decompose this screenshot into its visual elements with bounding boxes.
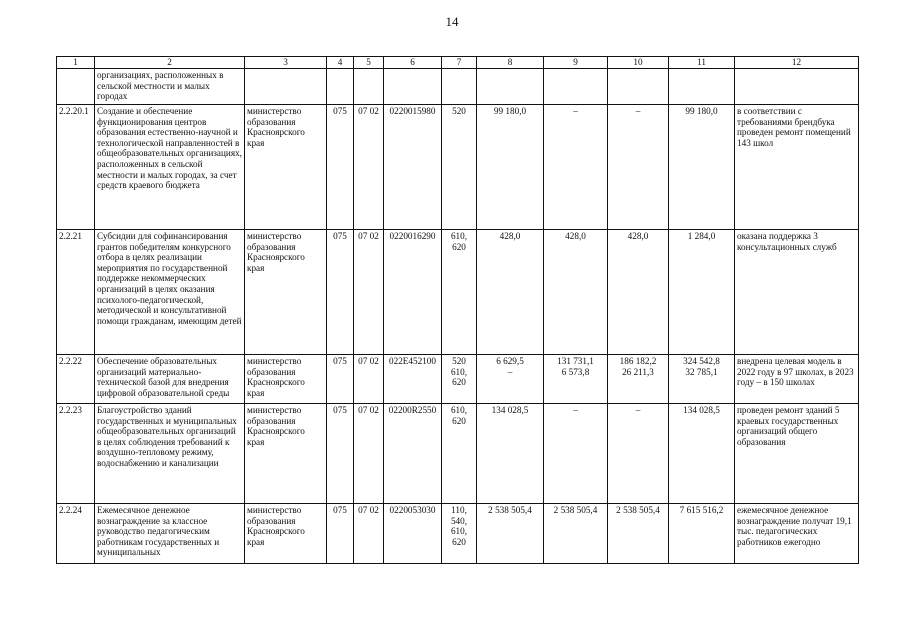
expense-type: [442, 69, 477, 105]
expected-result: ежемесячное денежное вознаграждение получат 19,1 тыс. педагогических работников ежегодно: [735, 504, 859, 564]
expense-type: [442, 504, 477, 564]
expected-result: оказана поддержка 3 консультационных служб: [735, 230, 859, 355]
budget-table: [56, 56, 859, 564]
table-row: [57, 404, 859, 504]
expense-type-value: 610,: [450, 231, 468, 241]
amount-total: [669, 504, 735, 564]
column-header: 10: [608, 57, 669, 69]
event-name: Благоустройство зданий государственных и муниципальных общеобразовательных организаций в целях соблюдения требований к воздушно-тепловому режиму, водоснабжению и канализации: [95, 404, 245, 504]
event-name: Субсидии для софинансирования грантов победителям конкурсного отбора в целях реализации мероприятия по государственной поддержке некоммерческих организаций в целях оказания психолого-педагогической, методической и консультативной помощи гражданам, имеющим детей: [95, 230, 245, 355]
amount-year-3: [608, 404, 669, 504]
expected-result: [735, 69, 859, 105]
column-header: 8: [477, 57, 544, 69]
amount-year-1: [477, 355, 544, 404]
expense-type-value: 610,: [450, 526, 468, 537]
amount-year-2-value: –: [573, 405, 578, 415]
amount-year-1-value: 99 180,0: [493, 106, 527, 116]
event-name: организациях, расположенных в сельской местности и малых городах: [95, 69, 245, 105]
amount-total-value: 1 284,0: [687, 231, 716, 241]
amount-year-2: [544, 355, 608, 404]
section-code: [354, 69, 384, 105]
column-header: 7: [442, 57, 477, 69]
expense-type: [442, 105, 477, 230]
amount-year-2-value: 2 538 505,4: [553, 505, 598, 515]
amount-year-1-value: –: [507, 366, 513, 377]
expected-result: проведен ремонт зданий 5 краевых государственных организаций общего образования: [735, 404, 859, 504]
column-header: 2: [95, 57, 245, 69]
expense-type-value: 610,: [450, 366, 468, 377]
row-number: 2.2.22: [57, 355, 95, 404]
table-row: [57, 355, 859, 404]
amount-year-3-value: –: [635, 106, 641, 116]
amount-year-2-value: 6 573,8: [561, 366, 590, 377]
table-row: [57, 230, 859, 355]
column-header: 9: [544, 57, 608, 69]
expected-result: внедрена целевая модель в 2022 году в 97 школах, в 2023 году – в 150 школах: [735, 355, 859, 404]
expense-type-value: 620: [452, 241, 466, 252]
expense-type-value: 520: [452, 106, 466, 116]
amount-year-1-value: 134 028,5: [491, 405, 529, 415]
amount-total: [669, 230, 735, 355]
amount-year-1-value: 428,0: [499, 231, 521, 241]
amount-year-3: [608, 230, 669, 355]
amount-year-3-value: 186 182,2: [619, 356, 657, 366]
expense-type-value: 620: [452, 536, 466, 547]
gruz-code: 075: [327, 355, 354, 404]
amount-year-3-value: 2 538 505,4: [616, 505, 660, 515]
row-number: 2.2.20.1: [57, 105, 95, 230]
event-name: Создание и обеспечение функционирования центров образования естественно-научной и технологической направленностей в общеобразовательных организациях, расположенных в сельской местности и малых городах, за счет средств краевого бюджета: [95, 105, 245, 230]
responsible-org: министерство образования Красноярского края: [245, 355, 327, 404]
expense-type-value: 110,: [451, 505, 467, 515]
responsible-org: министерство образования Красноярского края: [245, 105, 327, 230]
table-row: [57, 504, 859, 564]
amount-total-value: 99 180,0: [685, 106, 718, 116]
expense-type-value: 610,: [450, 405, 468, 415]
table-row: [57, 105, 859, 230]
amount-total-value: 32 785,1: [685, 366, 718, 377]
expense-type-value: 620: [452, 377, 466, 388]
event-name: Ежемесячное денежное вознаграждение за классное руководство педагогическим работникам государственных и муниципальных: [95, 504, 245, 564]
gruz-code: 075: [327, 404, 354, 504]
amount-total-value: 324 542,8: [683, 356, 720, 366]
event-name: Обеспечение образовательных организаций материально-технической базой для внедрения цифровой образовательной среды: [95, 355, 245, 404]
target-code: 022E452100: [384, 355, 442, 404]
amount-year-1: [477, 404, 544, 504]
responsible-org: министерство образования Красноярского края: [245, 404, 327, 504]
target-code: 02200R2550: [384, 404, 442, 504]
expense-type-value: 540,: [450, 515, 468, 526]
column-header: 3: [245, 57, 327, 69]
amount-year-3: [608, 105, 669, 230]
section-code: 07 02: [354, 404, 384, 504]
target-code: 0220053030: [384, 504, 442, 564]
section-code: 07 02: [354, 230, 384, 355]
section-code: 07 02: [354, 355, 384, 404]
amount-total: [669, 69, 735, 105]
gruz-code: 075: [327, 504, 354, 564]
amount-total: [669, 404, 735, 504]
page-number: 14: [445, 14, 459, 29]
target-code: 0220015980: [384, 105, 442, 230]
amount-year-2: [544, 504, 608, 564]
amount-year-3-value: –: [635, 405, 641, 415]
row-number: 2.2.23: [57, 404, 95, 504]
amount-year-2: [544, 230, 608, 355]
responsible-org: министерство образования Красноярского края: [245, 504, 327, 564]
expense-type: [442, 404, 477, 504]
amount-year-2-value: 428,0: [565, 231, 586, 241]
row-number: [57, 69, 95, 105]
expense-type: [442, 355, 477, 404]
row-number: 2.2.24: [57, 504, 95, 564]
column-header: 5: [354, 57, 384, 69]
amount-year-3: [608, 504, 669, 564]
amount-total-value: 134 028,5: [683, 405, 720, 415]
amount-year-3: [608, 355, 669, 404]
amount-year-1: [477, 105, 544, 230]
expense-type-value: 520: [452, 356, 466, 366]
table-body: [57, 69, 859, 564]
column-header: 11: [669, 57, 735, 69]
amount-year-2: [544, 69, 608, 105]
gruz-code: 075: [327, 105, 354, 230]
amount-total-value: 7 615 516,2: [679, 505, 724, 515]
column-header: 4: [327, 57, 354, 69]
section-code: 07 02: [354, 105, 384, 230]
responsible-org: [245, 69, 327, 105]
responsible-org: министерство образования Красноярского края: [245, 230, 327, 355]
amount-year-3-value: 26 211,3: [622, 366, 654, 377]
amount-year-2-value: –: [573, 106, 578, 116]
column-number-row: [57, 57, 859, 69]
target-code: 0220016290: [384, 230, 442, 355]
amount-year-3-value: 428,0: [627, 231, 649, 241]
expense-type: [442, 230, 477, 355]
column-header: 6: [384, 57, 442, 69]
amount-year-1: [477, 69, 544, 105]
row-number: 2.2.21: [57, 230, 95, 355]
table-row: [57, 69, 859, 105]
section-code: 07 02: [354, 504, 384, 564]
expense-type-value: 620: [452, 415, 466, 426]
amount-year-1: [477, 230, 544, 355]
amount-year-3: [608, 69, 669, 105]
column-header: 1: [57, 57, 95, 69]
amount-year-1: [477, 504, 544, 564]
expected-result: в соответствии с требованиями брендбука проведен ремонт помещений 143 школ: [735, 105, 859, 230]
amount-year-1-value: 2 538 505,4: [488, 505, 532, 515]
amount-total: [669, 105, 735, 230]
amount-year-1-value: 6 629,5: [496, 356, 524, 366]
amount-total: [669, 355, 735, 404]
target-code: [384, 69, 442, 105]
column-header: 12: [735, 57, 859, 69]
amount-year-2: [544, 404, 608, 504]
amount-year-2: [544, 105, 608, 230]
amount-year-2-value: 131 731,1: [557, 356, 594, 366]
gruz-code: 075: [327, 230, 354, 355]
gruz-code: [327, 69, 354, 105]
